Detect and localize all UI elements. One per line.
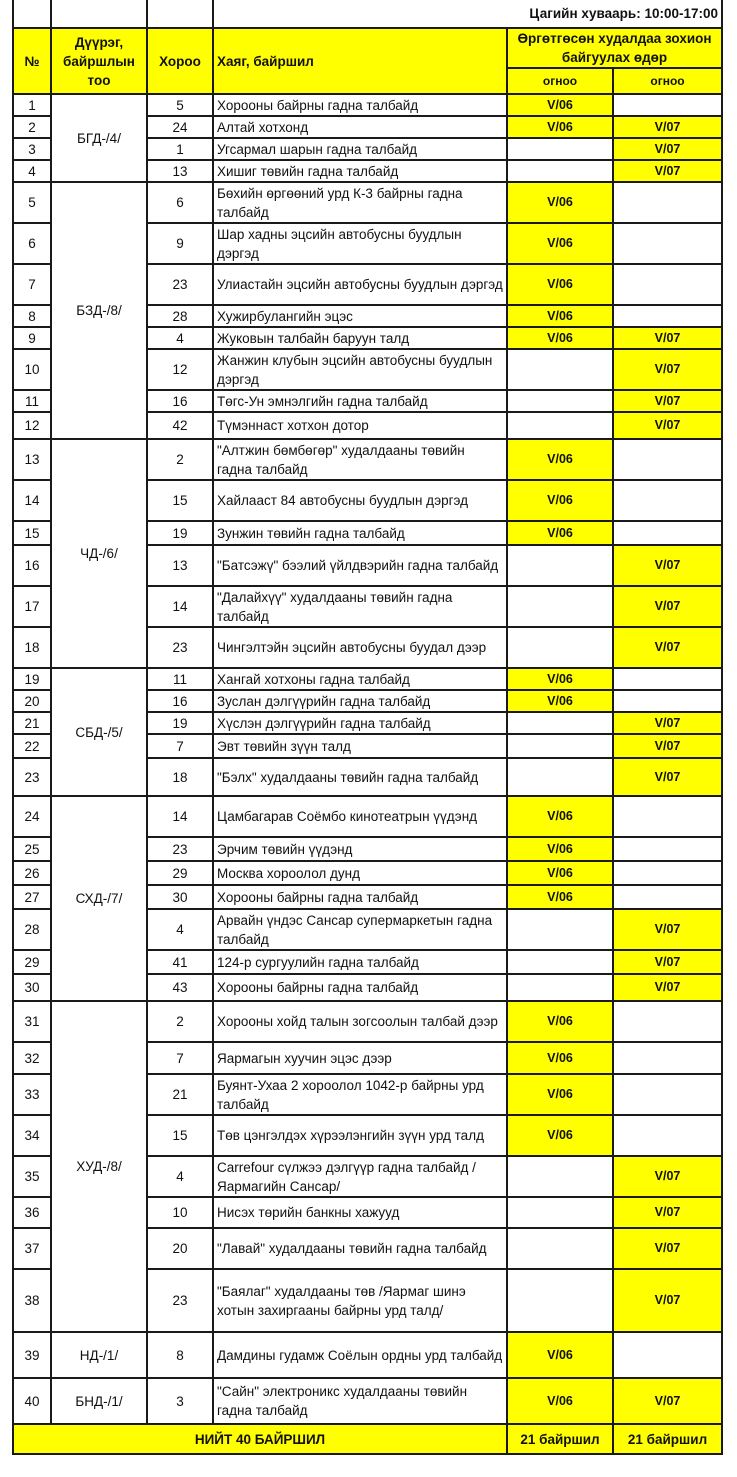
row-number: 31 xyxy=(13,1001,51,1042)
date-1-cell: V/06 xyxy=(507,1074,613,1115)
khoroo-cell: 4 xyxy=(147,1156,213,1197)
totals-row xyxy=(13,1424,722,1454)
khoroo-cell: 14 xyxy=(147,586,213,627)
date-1-cell xyxy=(507,412,613,439)
totals-date-1: 21 байршил xyxy=(507,1424,613,1454)
row-number: 10 xyxy=(13,349,51,390)
date-1-cell xyxy=(507,627,613,668)
date-1-cell: V/06 xyxy=(507,690,613,712)
date-2-cell: V/07 xyxy=(613,909,722,950)
date-1-cell: V/06 xyxy=(507,223,613,264)
khoroo-cell: 7 xyxy=(147,1042,213,1074)
date-1-cell xyxy=(507,1197,613,1228)
khoroo-cell: 28 xyxy=(147,305,213,327)
header-date-1: огноо xyxy=(507,68,613,94)
row-number: 33 xyxy=(13,1074,51,1115)
row-number: 20 xyxy=(13,690,51,712)
row-number: 18 xyxy=(13,627,51,668)
date-1-cell xyxy=(507,545,613,586)
date-2-cell: V/07 xyxy=(613,627,722,668)
row-number: 21 xyxy=(13,712,51,734)
khoroo-cell: 15 xyxy=(147,1115,213,1156)
header-khoroo: Хороо xyxy=(147,28,213,94)
date-2-cell: V/07 xyxy=(613,712,722,734)
khoroo-cell: 5 xyxy=(147,94,213,116)
date-2-cell: V/07 xyxy=(613,758,722,796)
row-number: 28 xyxy=(13,909,51,950)
khoroo-cell: 16 xyxy=(147,690,213,712)
date-2-cell: V/07 xyxy=(613,1378,722,1424)
khoroo-cell: 30 xyxy=(147,885,213,909)
address-cell: Жуковын талбайн баруун талд xyxy=(213,327,507,349)
address-cell: Арвайн үндэс Сансар супермаркетын гадна талбайд xyxy=(213,909,507,950)
address-cell: Шар хадны эцсийн автобусны буудлын дэргэд xyxy=(213,223,507,264)
date-1-cell: V/06 xyxy=(507,1378,613,1424)
district-cell: БЗД-/8/ xyxy=(51,182,147,439)
date-1-cell xyxy=(507,390,613,412)
address-cell: Угсармал шарын гадна талбайд xyxy=(213,138,507,160)
date-2-cell xyxy=(613,94,722,116)
date-1-cell xyxy=(507,1269,613,1332)
date-1-cell: V/06 xyxy=(507,439,613,480)
date-2-cell: V/07 xyxy=(613,327,722,349)
date-2-cell xyxy=(613,182,722,223)
header-address: Хаяг, байршил xyxy=(213,28,507,94)
row-number: 38 xyxy=(13,1269,51,1332)
address-cell: Чингэлтэйн эцсийн автобусны буудал дээр xyxy=(213,627,507,668)
address-cell: Хайлааст 84 автобусны буудлын дэргэд xyxy=(213,480,507,521)
date-1-cell: V/06 xyxy=(507,521,613,545)
address-cell: Дамдины гудамж Соёлын ордны урд талбайд xyxy=(213,1332,507,1378)
row-number: 26 xyxy=(13,861,51,885)
address-cell: Алтай хотхонд xyxy=(213,116,507,138)
row-number: 8 xyxy=(13,305,51,327)
khoroo-cell: 8 xyxy=(147,1332,213,1378)
date-2-cell: V/07 xyxy=(613,116,722,138)
address-cell: Төв цэнгэлдэх хүрээлэнгийн зүүн урд талд xyxy=(213,1115,507,1156)
khoroo-cell: 23 xyxy=(147,627,213,668)
khoroo-cell: 14 xyxy=(147,796,213,837)
khoroo-cell: 1 xyxy=(147,138,213,160)
khoroo-cell: 4 xyxy=(147,327,213,349)
khoroo-cell: 23 xyxy=(147,264,213,305)
row-number: 29 xyxy=(13,950,51,974)
date-2-cell xyxy=(613,480,722,521)
date-1-cell: V/06 xyxy=(507,116,613,138)
address-cell: Carrefour сүлжээ дэлгүүр гадна талбайд / Яармагийн Сансар/ xyxy=(213,1156,507,1197)
header-no: № xyxy=(13,28,51,94)
khoroo-cell: 23 xyxy=(147,837,213,861)
address-cell: Хужирбулангийн эцэс xyxy=(213,305,507,327)
address-cell: "Батсэжү" бээлий үйлдвэрийн гадна талбайд xyxy=(213,545,507,586)
date-2-cell: V/07 xyxy=(613,1156,722,1197)
khoroo-cell: 13 xyxy=(147,545,213,586)
address-cell: Жанжин клубын эцсийн автобусны буудлын дэргэд xyxy=(213,349,507,390)
row-number: 27 xyxy=(13,885,51,909)
empty-cell xyxy=(13,0,51,28)
row-number: 14 xyxy=(13,480,51,521)
table-row xyxy=(13,668,722,690)
khoroo-cell: 24 xyxy=(147,116,213,138)
date-1-cell xyxy=(507,138,613,160)
address-cell: Түмэннаст хотхон дотор xyxy=(213,412,507,439)
address-cell: Зунжин төвийн гадна талбайд xyxy=(213,521,507,545)
header-date-2: огноо xyxy=(613,68,722,94)
khoroo-cell: 7 xyxy=(147,734,213,758)
date-1-cell xyxy=(507,974,613,1001)
khoroo-cell: 12 xyxy=(147,349,213,390)
date-2-cell: V/07 xyxy=(613,349,722,390)
row-number: 30 xyxy=(13,974,51,1001)
date-1-cell: V/06 xyxy=(507,1332,613,1378)
khoroo-cell: 13 xyxy=(147,160,213,182)
row-number: 12 xyxy=(13,412,51,439)
date-1-cell: V/06 xyxy=(507,861,613,885)
row-number: 11 xyxy=(13,390,51,412)
date-1-cell xyxy=(507,1156,613,1197)
address-cell: "Далайхүү" худалдааны төвийн гадна талбайд xyxy=(213,586,507,627)
row-number: 23 xyxy=(13,758,51,796)
date-1-cell xyxy=(507,734,613,758)
date-1-cell xyxy=(507,1228,613,1269)
date-2-cell xyxy=(613,861,722,885)
address-cell: Хангай хотхоны гадна талбайд xyxy=(213,668,507,690)
row-number: 34 xyxy=(13,1115,51,1156)
district-cell: БГД-/4/ xyxy=(51,94,147,182)
khoroo-cell: 15 xyxy=(147,480,213,521)
khoroo-cell: 29 xyxy=(147,861,213,885)
district-cell: СБД-/5/ xyxy=(51,668,147,796)
row-number: 1 xyxy=(13,94,51,116)
row-number: 13 xyxy=(13,439,51,480)
address-cell: Бөхийн өргөөний урд К-3 байрны гадна талбайд xyxy=(213,182,507,223)
empty-cell xyxy=(51,0,147,28)
district-cell: ХУД-/8/ xyxy=(51,1001,147,1332)
date-1-cell: V/06 xyxy=(507,264,613,305)
address-cell: Эрчим төвийн үүдэнд xyxy=(213,837,507,861)
header-fair-days: Өргөтгөсөн худалдаа зохион байгуулах өдөр xyxy=(507,28,722,68)
row-number: 37 xyxy=(13,1228,51,1269)
table-row xyxy=(13,439,722,480)
date-2-cell xyxy=(613,264,722,305)
date-1-cell xyxy=(507,349,613,390)
address-cell: Хүслэн дэлгүүрийн гадна талбайд xyxy=(213,712,507,734)
date-2-cell: V/07 xyxy=(613,412,722,439)
row-number: 16 xyxy=(13,545,51,586)
date-1-cell xyxy=(507,160,613,182)
date-2-cell xyxy=(613,439,722,480)
date-1-cell: V/06 xyxy=(507,796,613,837)
row-number: 4 xyxy=(13,160,51,182)
district-cell: НД-/1/ xyxy=(51,1332,147,1378)
date-2-cell: V/07 xyxy=(613,545,722,586)
date-2-cell: V/07 xyxy=(613,1269,722,1332)
row-number: 15 xyxy=(13,521,51,545)
khoroo-cell: 19 xyxy=(147,712,213,734)
address-cell: "Алтжин бөмбөгөр" худалдааны төвийн гадна талбайд xyxy=(213,439,507,480)
khoroo-cell: 20 xyxy=(147,1228,213,1269)
khoroo-cell: 3 xyxy=(147,1378,213,1424)
row-number: 32 xyxy=(13,1042,51,1074)
address-cell: "Баялаг" худалдааны төв /Яармаг шинэ хотын захиргааны байрны урд талд/ xyxy=(213,1269,507,1332)
date-1-cell xyxy=(507,758,613,796)
address-cell: Нисэх төрийн банкны хажууд xyxy=(213,1197,507,1228)
totals-label: НИЙТ 40 БАЙРШИЛ xyxy=(13,1424,507,1454)
table-row xyxy=(13,796,722,837)
date-2-cell: V/07 xyxy=(613,138,722,160)
schedule-hours: Цагийн хуваарь: 10:00-17:00 xyxy=(213,0,722,28)
date-2-cell xyxy=(613,305,722,327)
district-cell: БНД-/1/ xyxy=(51,1378,147,1424)
date-1-cell: V/06 xyxy=(507,837,613,861)
date-1-cell: V/06 xyxy=(507,1115,613,1156)
date-2-cell: V/07 xyxy=(613,1197,722,1228)
totals-date-2: 21 байршил xyxy=(613,1424,722,1454)
district-cell: СХД-/7/ xyxy=(51,796,147,1001)
address-cell: Хорооны хойд талын зогсоолын талбай дээр xyxy=(213,1001,507,1042)
address-cell: Улиастайн эцсийн автобусны буудлын дэргэд xyxy=(213,264,507,305)
row-number: 19 xyxy=(13,668,51,690)
date-1-cell: V/06 xyxy=(507,327,613,349)
row-number: 40 xyxy=(13,1378,51,1424)
date-1-cell xyxy=(507,712,613,734)
date-2-cell: V/07 xyxy=(613,160,722,182)
row-number: 9 xyxy=(13,327,51,349)
address-cell: Хорооны байрны гадна талбайд xyxy=(213,885,507,909)
row-number: 7 xyxy=(13,264,51,305)
date-2-cell xyxy=(613,1332,722,1378)
schedule-note-row xyxy=(13,0,722,28)
date-1-cell: V/06 xyxy=(507,480,613,521)
date-1-cell: V/06 xyxy=(507,885,613,909)
table-row xyxy=(13,1332,722,1378)
date-1-cell: V/06 xyxy=(507,668,613,690)
khoroo-cell: 11 xyxy=(147,668,213,690)
date-2-cell xyxy=(613,223,722,264)
khoroo-cell: 2 xyxy=(147,439,213,480)
row-number: 22 xyxy=(13,734,51,758)
district-cell: ЧД-/6/ xyxy=(51,439,147,668)
date-2-cell: V/07 xyxy=(613,950,722,974)
khoroo-cell: 16 xyxy=(147,390,213,412)
date-2-cell: V/07 xyxy=(613,586,722,627)
date-2-cell xyxy=(613,1042,722,1074)
address-cell: "Бэлх" худалдааны төвийн гадна талбайд xyxy=(213,758,507,796)
date-1-cell: V/06 xyxy=(507,1042,613,1074)
empty-cell xyxy=(147,0,213,28)
date-1-cell: V/06 xyxy=(507,182,613,223)
address-cell: Москва хороолол дунд xyxy=(213,861,507,885)
address-cell: Цамбагарав Соёмбо кинотеатрын үүдэнд xyxy=(213,796,507,837)
row-number: 3 xyxy=(13,138,51,160)
khoroo-cell: 23 xyxy=(147,1269,213,1332)
schedule-table xyxy=(12,0,723,1455)
address-cell: 124-р сургуулийн гадна талбайд xyxy=(213,950,507,974)
row-number: 35 xyxy=(13,1156,51,1197)
date-2-cell xyxy=(613,1001,722,1042)
date-1-cell xyxy=(507,586,613,627)
date-2-cell xyxy=(613,521,722,545)
row-number: 2 xyxy=(13,116,51,138)
khoroo-cell: 10 xyxy=(147,1197,213,1228)
date-2-cell xyxy=(613,668,722,690)
address-cell: "Сайн" электроникс худалдааны төвийн гадна талбайд xyxy=(213,1378,507,1424)
row-number: 39 xyxy=(13,1332,51,1378)
address-cell: Хорооны байрны гадна талбайд xyxy=(213,94,507,116)
table-row xyxy=(13,94,722,116)
khoroo-cell: 19 xyxy=(147,521,213,545)
header-row xyxy=(13,28,722,68)
address-cell: Эвт төвийн зүүн талд xyxy=(213,734,507,758)
address-cell: Хишиг төвийн гадна талбайд xyxy=(213,160,507,182)
date-2-cell xyxy=(613,1115,722,1156)
row-number: 5 xyxy=(13,182,51,223)
date-1-cell: V/06 xyxy=(507,94,613,116)
date-2-cell: V/07 xyxy=(613,1228,722,1269)
address-cell: Төгс-Ун эмнэлгийн гадна талбайд xyxy=(213,390,507,412)
khoroo-cell: 41 xyxy=(147,950,213,974)
row-number: 36 xyxy=(13,1197,51,1228)
row-number: 25 xyxy=(13,837,51,861)
khoroo-cell: 6 xyxy=(147,182,213,223)
date-1-cell xyxy=(507,950,613,974)
date-2-cell: V/07 xyxy=(613,734,722,758)
address-cell: Хорооны байрны гадна талбайд xyxy=(213,974,507,1001)
table-row xyxy=(13,1001,722,1042)
header-district: Дүүрэг, байршлын тоо xyxy=(51,28,147,94)
table-row xyxy=(13,1378,722,1424)
date-1-cell: V/06 xyxy=(507,305,613,327)
khoroo-cell: 42 xyxy=(147,412,213,439)
address-cell: Яармагын хуучин эцэс дээр xyxy=(213,1042,507,1074)
date-2-cell: V/07 xyxy=(613,974,722,1001)
date-2-cell: V/07 xyxy=(613,390,722,412)
address-cell: Зуслан дэлгүүрийн гадна талбайд xyxy=(213,690,507,712)
address-cell: Буянт-Ухаа 2 хороолол 1042-р байрны урд талбайд xyxy=(213,1074,507,1115)
row-number: 17 xyxy=(13,586,51,627)
khoroo-cell: 18 xyxy=(147,758,213,796)
date-2-cell xyxy=(613,1074,722,1115)
table-row xyxy=(13,182,722,223)
address-cell: "Лавай" худалдааны төвийн гадна талбайд xyxy=(213,1228,507,1269)
date-2-cell xyxy=(613,837,722,861)
khoroo-cell: 43 xyxy=(147,974,213,1001)
khoroo-cell: 4 xyxy=(147,909,213,950)
date-2-cell xyxy=(613,796,722,837)
khoroo-cell: 2 xyxy=(147,1001,213,1042)
khoroo-cell: 21 xyxy=(147,1074,213,1115)
date-1-cell: V/06 xyxy=(507,1001,613,1042)
row-number: 6 xyxy=(13,223,51,264)
date-2-cell xyxy=(613,690,722,712)
date-1-cell xyxy=(507,909,613,950)
date-2-cell xyxy=(613,885,722,909)
khoroo-cell: 9 xyxy=(147,223,213,264)
row-number: 24 xyxy=(13,796,51,837)
